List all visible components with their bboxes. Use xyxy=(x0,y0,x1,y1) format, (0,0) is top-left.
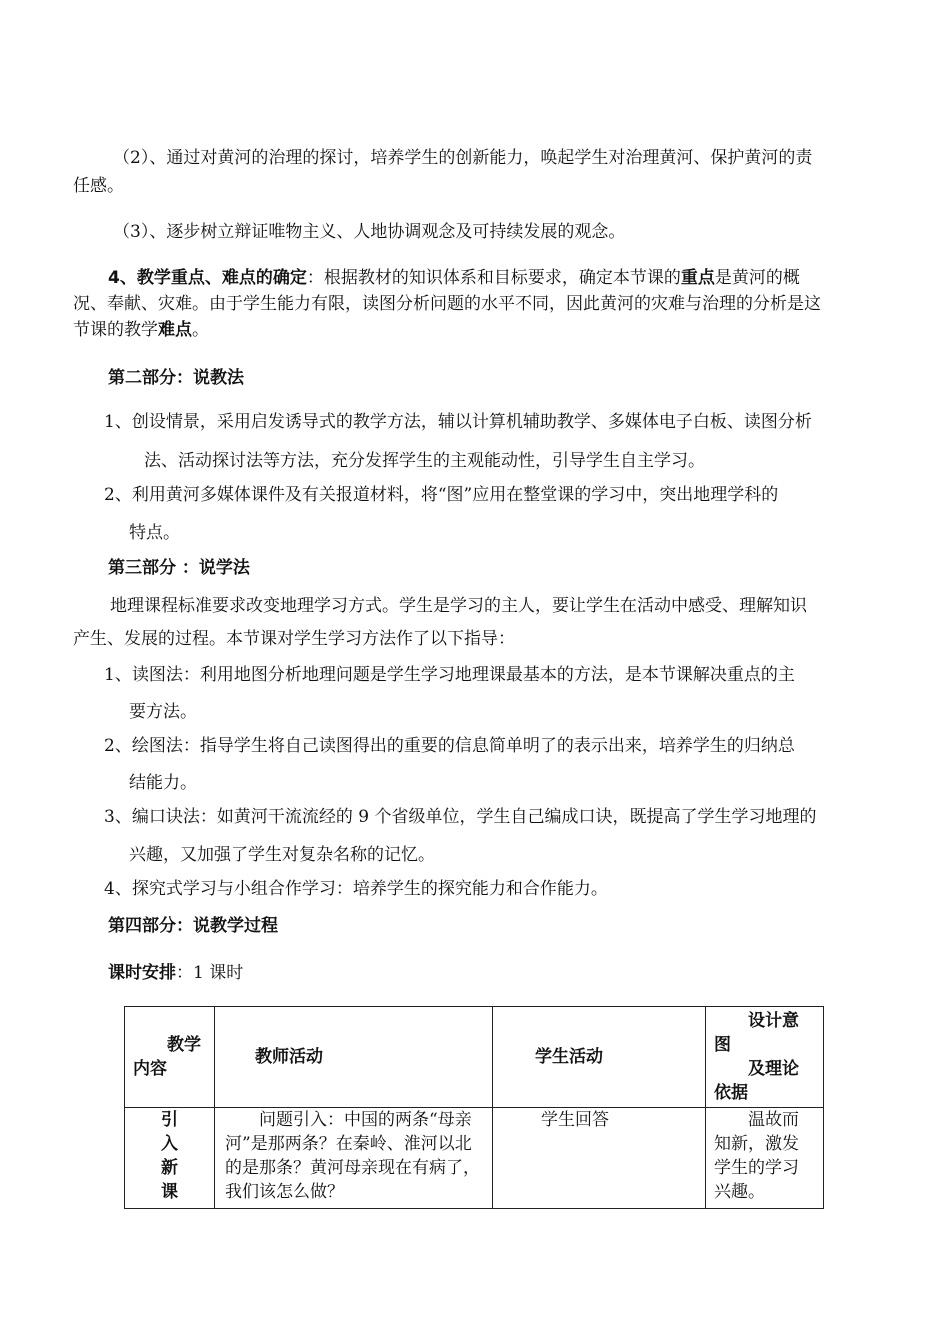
row-content-char: 课 xyxy=(161,1182,178,1202)
part3-intro-line-1: 地理课程标准要求改变地理学习方式。学生是学习的主人，要让学生在活动中感受、理解知识 xyxy=(110,596,807,616)
key-points-line-3 xyxy=(73,318,209,342)
header-student-activity: 学生活动 xyxy=(493,1007,706,1108)
part2-item-1-line-1: 1、创设情景，采用启发诱导式的教学方法，辅以计算机辅助教学、多媒体电子白板、读图分析 xyxy=(104,412,812,432)
part3-item-4: 4、探究式学习与小组合作学习：培养学生的探究能力和合作能力。 xyxy=(104,879,608,899)
row-student-activity: 学生回答 xyxy=(493,1108,706,1209)
header-design-line-2: 图 xyxy=(714,1035,731,1055)
difficult-point-emphasis: 难点 xyxy=(158,320,192,340)
goal-2-line-1: （2）、通过对黄河的治理的探讨，培养学生的创新能力，唤起学生对治理黄河、保护黄河的责 xyxy=(113,148,813,168)
part3-item-3-line-1: 3、编口诀法：如黄河干流流经的 9 个省级单位，学生自己编成口诀，既提高了学生学习地理的 xyxy=(104,807,817,827)
part2-item-2-line-1: 2、利用黄河多媒体课件及有关报道材料，将“图”应用在整堂课的学习中，突出地理学科的 xyxy=(104,485,779,505)
header-design-line-4: 依据 xyxy=(714,1083,748,1103)
key-points-text-c: 节课的教学 xyxy=(73,320,158,340)
key-points-line-1 xyxy=(108,266,800,290)
key-points-heading: 4、教学重点、难点的确定 xyxy=(108,268,307,288)
table-header-row xyxy=(125,1007,824,1108)
key-points-text-d: 。 xyxy=(192,320,209,340)
schedule-label: 课时安排 xyxy=(108,963,176,983)
key-points-line-2: 况、奉献、灾难。由于学生能力有限，读图分析问题的水平不同，因此黄河的灾难与治理的分析是这 xyxy=(73,294,821,314)
header-content-line-1: 教学 xyxy=(167,1035,201,1055)
header-design-line-3: 及理论 xyxy=(748,1059,799,1079)
part2-item-2-line-2: 特点。 xyxy=(129,523,180,543)
part3-title: 第三部分 ：说学法 xyxy=(108,558,250,578)
part2-item-1-line-2: 法、活动探讨法等方法，充分发挥学生的主观能动性，引导学生自主学习。 xyxy=(144,451,705,471)
part4-title: 第四部分：说教学过程 xyxy=(108,916,278,936)
key-point-emphasis: 重点 xyxy=(680,268,715,288)
part3-item-1-line-2: 要方法。 xyxy=(129,702,197,722)
schedule xyxy=(108,961,243,985)
row-content-char: 入 xyxy=(161,1134,178,1154)
row-teacher-activity: 问题引入：中国的两条“母亲河”是那两条？在秦岭、淮河以北的是那条？黄河母亲现在有病了，我们该怎么做？ xyxy=(215,1108,493,1209)
part3-item-2-line-1: 2、绘图法：指导学生将自己读图得出的重要的信息简单明了的表示出来，培养学生的归纳总 xyxy=(104,736,795,756)
header-content-line-2: 内容 xyxy=(133,1059,167,1079)
header-content xyxy=(125,1007,215,1108)
part3-intro-line-2: 产生、发展的过程。本节课对学生学习方法作了以下指导： xyxy=(73,629,515,649)
header-design-intent xyxy=(706,1007,824,1108)
row-content-char: 引 xyxy=(161,1110,178,1130)
row-design-intent: 温故而知新，激发学生的学习兴趣。 xyxy=(706,1108,824,1209)
row-content-char: 新 xyxy=(161,1158,178,1178)
part3-item-2-line-2: 结能力。 xyxy=(129,773,197,793)
part2-title: 第二部分：说教法 xyxy=(108,368,244,388)
part3-item-3-line-2: 兴趣，又加强了学生对复杂名称的记忆。 xyxy=(129,845,435,865)
table-row xyxy=(125,1108,824,1209)
teaching-process-table xyxy=(124,1006,824,1209)
key-points-text-b: 是黄河的概 xyxy=(714,268,800,288)
goal-3: （3）、逐步树立辩证唯物主义、人地协调观念及可持续发展的观念。 xyxy=(113,222,626,242)
header-teacher-activity: 教师活动 xyxy=(215,1007,493,1108)
row-content-cell xyxy=(125,1108,215,1209)
key-points-text-a: ：根据教材的知识体系和目标要求，确定本节课的 xyxy=(306,268,681,288)
schedule-value: ：1 课时 xyxy=(176,963,244,983)
part3-item-1-line-1: 1、读图法：利用地图分析地理问题是学生学习地理课最基本的方法，是本节课解决重点的主 xyxy=(104,665,795,685)
goal-2-line-2: 任感。 xyxy=(73,176,124,196)
header-design-line-1: 设计意 xyxy=(748,1011,799,1031)
